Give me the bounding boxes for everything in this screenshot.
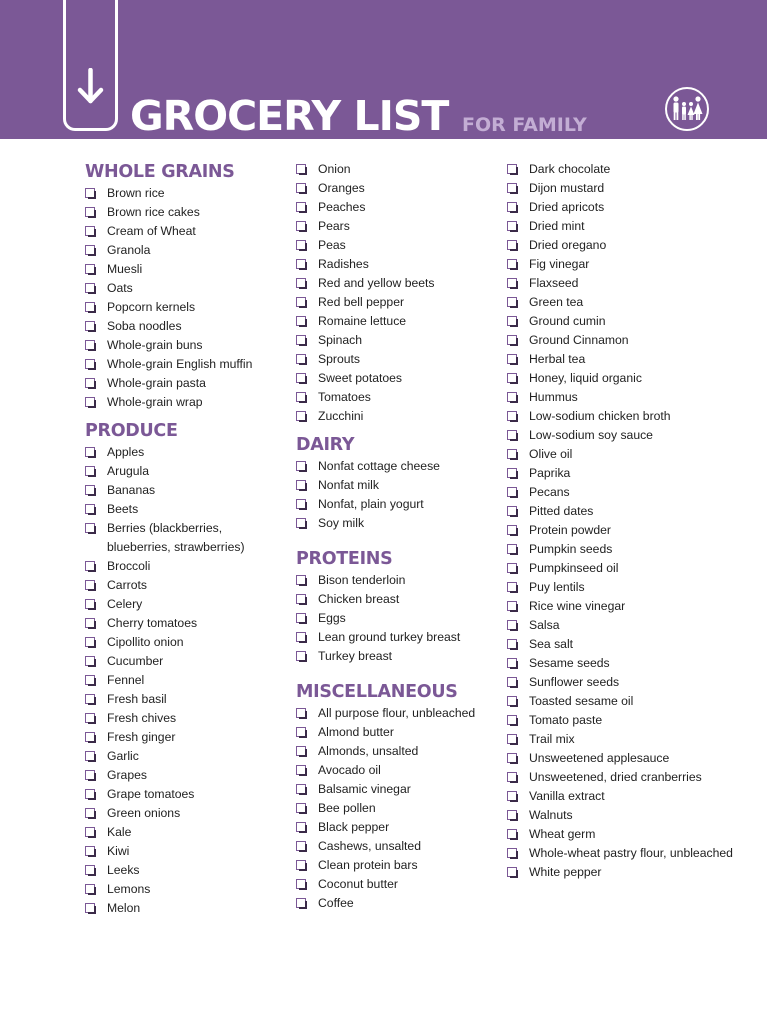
list-item[interactable]: Sunflower seeds [507,673,747,692]
checkbox-icon[interactable] [85,713,95,723]
checkbox-icon[interactable] [296,898,306,908]
list-item[interactable]: Low-sodium chicken broth [507,407,747,426]
list-item[interactable]: Red bell pepper [296,293,496,312]
list-item[interactable]: Fresh chives [85,709,285,728]
list-item[interactable]: Tomato paste [507,711,747,730]
checkbox-icon[interactable] [296,632,306,642]
checkbox-icon[interactable] [507,810,517,820]
list-item[interactable]: All purpose flour, unbleached [296,704,496,723]
checkbox-icon[interactable] [85,378,95,388]
checkbox-icon[interactable] [85,207,95,217]
checkbox-icon[interactable] [507,753,517,763]
miscellaneous-list-continued [507,160,747,882]
checkbox-icon[interactable] [85,226,95,236]
checkbox-icon[interactable] [507,696,517,706]
checkbox-icon[interactable] [296,594,306,604]
family-icon [671,95,703,123]
list-item[interactable]: Balsamic vinegar [296,780,496,799]
checkbox-icon[interactable] [85,302,95,312]
checkbox-icon[interactable] [507,829,517,839]
checkbox-icon[interactable] [296,575,306,585]
list-item[interactable]: Sesame seeds [507,654,747,673]
page-title: GROCERY LIST [130,92,449,140]
list-item[interactable]: Spinach [296,331,496,350]
checkbox-icon[interactable] [507,468,517,478]
checkbox-icon[interactable] [507,335,517,345]
list-item[interactable]: Nonfat milk [296,476,496,495]
list-item[interactable]: Puy lentils [507,578,747,597]
list-item[interactable]: Dark chocolate [507,160,747,179]
checkbox-icon[interactable] [85,340,95,350]
list-item[interactable]: Pumpkin seeds [507,540,747,559]
produce-list-continued [296,160,496,426]
checkbox-icon[interactable] [507,278,517,288]
checkbox-icon[interactable] [296,860,306,870]
list-item[interactable]: Protein powder [507,521,747,540]
checkbox-icon[interactable] [507,297,517,307]
checkbox-icon[interactable] [85,485,95,495]
list-item[interactable]: Turkey breast [296,647,496,666]
checkbox-icon[interactable] [507,449,517,459]
header-banner [0,0,767,139]
checkbox-icon[interactable] [85,580,95,590]
checkbox-icon[interactable] [296,803,306,813]
list-item[interactable]: Sprouts [296,350,496,369]
list-item[interactable]: White pepper [507,863,747,882]
checkbox-icon[interactable] [85,637,95,647]
list-item[interactable]: Fresh ginger [85,728,285,747]
whole-grains-list [85,184,285,412]
list-item[interactable]: Low-sodium soy sauce [507,426,747,445]
miscellaneous-list [296,704,496,913]
checkbox-icon[interactable] [85,732,95,742]
checkbox-icon[interactable] [85,523,95,533]
list-item[interactable]: Dried oregano [507,236,747,255]
checkbox-icon[interactable] [296,316,306,326]
list-item[interactable]: Peaches [296,198,496,217]
checkbox-icon[interactable] [85,618,95,628]
checkbox-icon[interactable] [507,430,517,440]
list-item[interactable]: Onion [296,160,496,179]
list-item[interactable]: Romaine lettuce [296,312,496,331]
checkbox-icon[interactable] [296,461,306,471]
checkbox-icon[interactable] [85,846,95,856]
list-item[interactable]: Whole-grain buns [85,336,285,355]
dairy-list [296,457,496,533]
list-item[interactable]: Green onions [85,804,285,823]
list-item[interactable]: Almonds, unsalted [296,742,496,761]
list-item[interactable]: Zucchini [296,407,496,426]
list-item[interactable]: Pumpkinseed oil [507,559,747,578]
list-item[interactable]: Whole-wheat pastry flour, unbleached [507,844,747,863]
list-item[interactable]: Grape tomatoes [85,785,285,804]
list-item[interactable]: Leeks [85,861,285,880]
list-item[interactable]: Peas [296,236,496,255]
list-item[interactable]: Pecans [507,483,747,502]
checkbox-icon[interactable] [85,359,95,369]
list-item[interactable]: Black pepper [296,818,496,837]
list-item[interactable]: Ground Cinnamon [507,331,747,350]
checkbox-icon[interactable] [85,694,95,704]
list-item[interactable]: Cashews, unsalted [296,837,496,856]
list-item[interactable]: Toasted sesame oil [507,692,747,711]
checkbox-icon[interactable] [296,335,306,345]
checkbox-icon[interactable] [85,561,95,571]
list-item[interactable]: Granola [85,241,285,260]
list-item[interactable]: Ground cumin [507,312,747,331]
list-item[interactable]: Unsweetened, dried cranberries [507,768,747,787]
checkbox-icon[interactable] [296,202,306,212]
header-tab [63,0,118,131]
checkbox-icon[interactable] [296,784,306,794]
column-2 [296,160,496,913]
list-item[interactable]: Bananas [85,481,285,500]
checkbox-icon[interactable] [85,321,95,331]
section-heading-dairy: DAIRY [296,435,355,455]
list-item[interactable]: Fennel [85,671,285,690]
list-item[interactable]: Flaxseed [507,274,747,293]
checkbox-icon[interactable] [296,499,306,509]
list-item[interactable]: Pitted dates [507,502,747,521]
list-item[interactable]: Vanilla extract [507,787,747,806]
page-subtitle: FOR FAMILY [462,114,587,136]
checkbox-icon[interactable] [85,884,95,894]
list-item[interactable]: Coconut butter [296,875,496,894]
checkbox-icon[interactable] [296,746,306,756]
list-item[interactable]: Cream of Wheat [85,222,285,241]
checkbox-icon[interactable] [296,297,306,307]
list-item[interactable]: Avocado oil [296,761,496,780]
list-item[interactable]: Dijon mustard [507,179,747,198]
list-item[interactable]: Popcorn kernels [85,298,285,317]
checkbox-icon[interactable] [85,466,95,476]
list-item[interactable]: Muesli [85,260,285,279]
list-item[interactable]: Nonfat, plain yogurt [296,495,496,514]
checkbox-icon[interactable] [507,582,517,592]
list-item[interactable]: Cipollito onion [85,633,285,652]
checkbox-icon[interactable] [85,789,95,799]
column-3 [507,160,747,882]
checkbox-icon[interactable] [296,879,306,889]
list-item[interactable]: Lemons [85,880,285,899]
checkbox-icon[interactable] [85,675,95,685]
checkbox-icon[interactable] [296,651,306,661]
checkbox-icon[interactable] [507,544,517,554]
checkbox-icon[interactable] [507,658,517,668]
checkbox-icon[interactable] [85,656,95,666]
list-item[interactable]: Arugula [85,462,285,481]
list-item[interactable]: Wheat germ [507,825,747,844]
checkbox-icon[interactable] [507,848,517,858]
checkbox-icon[interactable] [85,770,95,780]
list-item[interactable]: Cucumber [85,652,285,671]
list-item[interactable]: Bee pollen [296,799,496,818]
checkbox-icon[interactable] [85,865,95,875]
checkbox-icon[interactable] [296,841,306,851]
checkbox-icon[interactable] [507,259,517,269]
list-item[interactable]: Cherry tomatoes [85,614,285,633]
list-item[interactable]: Oranges [296,179,496,198]
list-item[interactable]: Trail mix [507,730,747,749]
checkbox-icon[interactable] [507,525,517,535]
list-item[interactable]: Grapes [85,766,285,785]
checkbox-icon[interactable] [296,373,306,383]
checkbox-icon[interactable] [507,734,517,744]
checkbox-icon[interactable] [85,283,95,293]
list-item[interactable]: Red and yellow beets [296,274,496,293]
checkbox-icon[interactable] [85,751,95,761]
list-item[interactable]: Clean protein bars [296,856,496,875]
checkbox-icon[interactable] [507,772,517,782]
checkbox-icon[interactable] [85,903,95,913]
section-heading-proteins: PROTEINS [296,549,393,569]
list-item[interactable]: Whole-grain English muffin [85,355,285,374]
checkbox-icon[interactable] [507,411,517,421]
checkbox-icon[interactable] [85,599,95,609]
list-item[interactable]: Whole-grain pasta [85,374,285,393]
checkbox-icon[interactable] [507,354,517,364]
checkbox-icon[interactable] [296,164,306,174]
list-item[interactable]: Dried mint [507,217,747,236]
checkbox-icon[interactable] [507,791,517,801]
checkbox-icon[interactable] [296,392,306,402]
list-item[interactable]: Oats [85,279,285,298]
checkbox-icon[interactable] [296,183,306,193]
list-item[interactable]: Sea salt [507,635,747,654]
checkbox-icon[interactable] [507,487,517,497]
list-item[interactable]: Melon [85,899,285,918]
checkbox-icon[interactable] [507,715,517,725]
checkbox-icon[interactable] [507,240,517,250]
checkbox-icon[interactable] [507,563,517,573]
checkbox-icon[interactable] [507,202,517,212]
list-item[interactable]: Brown rice cakes [85,203,285,222]
checkbox-icon[interactable] [507,392,517,402]
list-item[interactable]: Radishes [296,255,496,274]
list-item[interactable]: Carrots [85,576,285,595]
list-item[interactable]: Honey, liquid organic [507,369,747,388]
section-heading-produce: PRODUCE [85,421,178,441]
list-item[interactable]: Fresh basil [85,690,285,709]
down-arrow-icon [77,68,104,106]
list-item[interactable]: Almond butter [296,723,496,742]
checkbox-icon[interactable] [296,480,306,490]
checkbox-icon[interactable] [296,613,306,623]
checkbox-icon[interactable] [507,677,517,687]
list-item[interactable]: Kiwi [85,842,285,861]
list-item[interactable]: Herbal tea [507,350,747,369]
section-heading-whole-grains: WHOLE GRAINS [85,162,235,182]
checkbox-icon[interactable] [296,411,306,421]
list-item[interactable]: Berries (blackberries, blueberries, strawberries) [85,519,285,557]
checkbox-icon[interactable] [507,867,517,877]
proteins-list [296,571,496,666]
checkbox-icon[interactable] [296,259,306,269]
checkbox-icon[interactable] [296,518,306,528]
section-heading-miscellaneous: MISCELLANEOUS [296,682,458,702]
family-badge [665,87,709,131]
list-item[interactable]: Rice wine vinegar [507,597,747,616]
checkbox-icon[interactable] [296,765,306,775]
list-item[interactable]: Dried apricots [507,198,747,217]
list-item[interactable]: Eggs [296,609,496,628]
checkbox-icon[interactable] [85,245,95,255]
checkbox-icon[interactable] [85,188,95,198]
list-item[interactable]: Celery [85,595,285,614]
list-item[interactable]: Nonfat cottage cheese [296,457,496,476]
checkbox-icon[interactable] [507,316,517,326]
list-item[interactable]: Chicken breast [296,590,496,609]
checkbox-icon[interactable] [507,183,517,193]
list-item[interactable]: Beets [85,500,285,519]
list-item[interactable]: Kale [85,823,285,842]
checkbox-icon[interactable] [507,164,517,174]
checkbox-icon[interactable] [296,278,306,288]
list-item[interactable]: Brown rice [85,184,285,203]
list-item[interactable]: Unsweetened applesauce [507,749,747,768]
list-item[interactable]: Soba noodles [85,317,285,336]
checkbox-icon[interactable] [507,601,517,611]
checkbox-icon[interactable] [85,264,95,274]
checkbox-icon[interactable] [507,506,517,516]
checkbox-icon[interactable] [507,221,517,231]
checkbox-icon[interactable] [85,808,95,818]
produce-list [85,443,285,918]
checkbox-icon[interactable] [507,373,517,383]
list-item[interactable]: Hummus [507,388,747,407]
checkbox-icon[interactable] [296,708,306,718]
list-item[interactable]: Garlic [85,747,285,766]
list-item[interactable]: Coffee [296,894,496,913]
checkbox-icon[interactable] [296,354,306,364]
list-item[interactable]: Salsa [507,616,747,635]
checkbox-icon[interactable] [296,822,306,832]
checkbox-icon[interactable] [85,447,95,457]
list-item[interactable]: Olive oil [507,445,747,464]
list-item[interactable]: Pears [296,217,496,236]
list-item[interactable]: Walnuts [507,806,747,825]
list-item[interactable]: Broccoli [85,557,285,576]
list-item[interactable]: Whole-grain wrap [85,393,285,412]
list-item[interactable]: Paprika [507,464,747,483]
list-item[interactable]: Tomatoes [296,388,496,407]
checkbox-icon[interactable] [296,221,306,231]
checkbox-icon[interactable] [85,827,95,837]
list-item[interactable]: Apples [85,443,285,462]
checkbox-icon[interactable] [296,240,306,250]
checkbox-icon[interactable] [85,504,95,514]
checkbox-icon[interactable] [507,620,517,630]
list-item[interactable]: Sweet potatoes [296,369,496,388]
list-item[interactable]: Lean ground turkey breast [296,628,496,647]
checkbox-icon[interactable] [507,639,517,649]
checkbox-icon[interactable] [85,397,95,407]
checkbox-icon[interactable] [296,727,306,737]
list-item[interactable]: Bison tenderloin [296,571,496,590]
list-item[interactable]: Fig vinegar [507,255,747,274]
list-item[interactable]: Green tea [507,293,747,312]
column-1 [85,160,285,918]
list-item[interactable]: Soy milk [296,514,496,533]
